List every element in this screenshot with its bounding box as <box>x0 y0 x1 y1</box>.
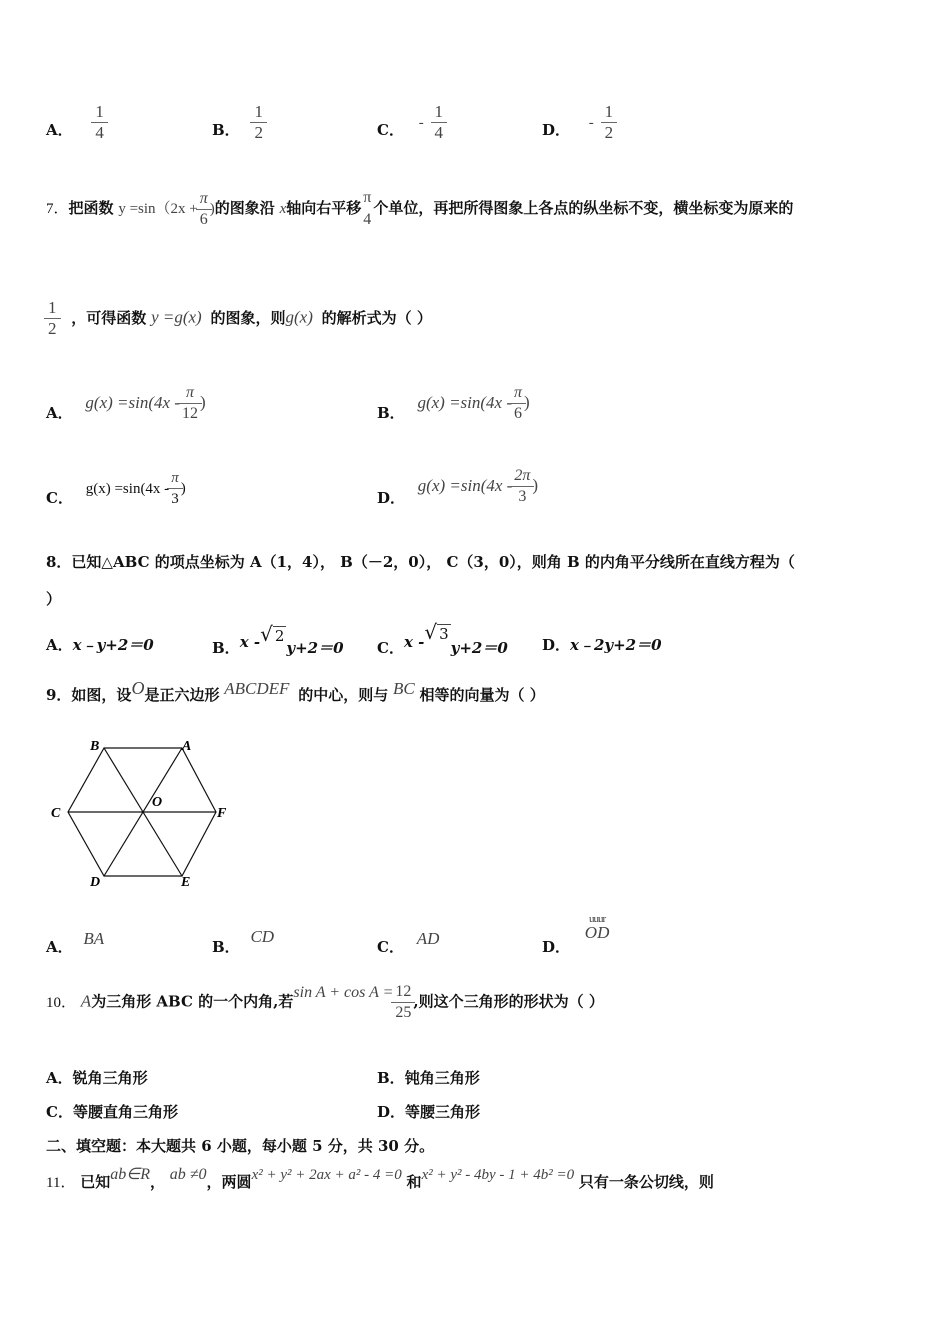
option-text: 钝角三角形 <box>404 1069 480 1087</box>
fraction: $\frac{\pi}{6}$ <box>198 189 210 230</box>
q7-text-2: 的图象沿 <box>214 199 275 217</box>
q6-option-d <box>542 102 615 143</box>
question-number: 7． <box>46 201 69 217</box>
q6-option-c <box>377 102 445 143</box>
q7-stem-line2 <box>46 298 432 339</box>
q7-text-3: 轴向右平移 <box>286 199 362 217</box>
option-expr: g(x) =sin(4x - <box>417 475 513 495</box>
q7-stem-line1 <box>46 188 793 230</box>
q11-text-4: 只有一条公切线，则 <box>578 1173 714 1191</box>
axis-var: x <box>279 201 287 217</box>
q10-option-a <box>46 1067 148 1088</box>
hexagon-name: ABCDEF <box>224 679 290 698</box>
option-label: D． <box>377 1103 406 1121</box>
paren: ) <box>199 392 206 412</box>
circle-2-equation: x² + y² - 4by - 1 + 4b² =0 <box>421 1167 575 1183</box>
q8-option-d <box>542 634 662 655</box>
question-number: 11． <box>46 1175 76 1191</box>
q10-text-2: ,则这个三角形的形状为（ ） <box>413 992 604 1011</box>
fraction: $\frac{1}{4}$ <box>93 102 106 143</box>
option-text: 等腰三角形 <box>405 1103 481 1121</box>
paren: ) <box>209 201 215 217</box>
option-text: 锐角三角形 <box>72 1069 148 1087</box>
vertex-label-o: O <box>152 795 163 810</box>
q8-option-c <box>377 620 508 657</box>
q9-option-d <box>542 913 610 956</box>
q9-option-a <box>46 928 105 956</box>
option-label: C． <box>46 1103 73 1121</box>
option-label: B． <box>212 120 240 139</box>
q7-function: y =sin（2x + <box>118 201 198 217</box>
option-label: A． <box>46 938 73 956</box>
option-label: B． <box>377 1069 405 1087</box>
vector-arrow: uuur <box>588 913 606 925</box>
q9-option-b <box>212 926 275 956</box>
radicand: 2 <box>274 627 285 645</box>
vertex-label-c: C <box>51 806 61 821</box>
option-label: D． <box>542 120 571 139</box>
option-label: A． <box>46 403 73 422</box>
fraction: $\frac{12}{25}$ <box>393 982 413 1023</box>
paren: ) <box>532 475 539 495</box>
fraction: $\frac{\pi}{3}$ <box>169 468 181 509</box>
vertex-label-a: A <box>182 739 192 754</box>
option-label: D． <box>377 488 406 507</box>
q10-option-d <box>377 1101 480 1122</box>
q9-text-3: 的中心，则与 <box>298 686 389 704</box>
option-vector: AD <box>416 929 440 948</box>
option-label: B． <box>377 403 405 422</box>
angle-var: A <box>80 991 92 1011</box>
option-label: C． <box>46 488 73 507</box>
q9-text-2: 是正六边形 <box>144 686 220 704</box>
fraction: π 4 <box>363 189 372 228</box>
q10-text-1: 为三角形 ABC 的一个内角,若 <box>91 992 294 1011</box>
center-var: O <box>131 678 145 698</box>
option-label: A． <box>46 636 73 654</box>
option-text: 等腰直角三角形 <box>72 1103 178 1121</box>
q9-option-c <box>377 928 440 956</box>
q11-text-3: 和 <box>406 1173 422 1191</box>
option-vector: BA <box>83 929 105 948</box>
q7-option-a <box>46 383 206 424</box>
option-post: y+2＝0 <box>286 639 344 657</box>
option-vector: CD <box>250 927 275 946</box>
fraction: $\frac{1}{4}$ <box>433 102 446 143</box>
option-expr: g(x) =sin(4x - <box>85 480 170 497</box>
q8-stem-line2: ） <box>46 590 62 608</box>
option-vector: OD <box>584 923 610 942</box>
condition-1: ab∈R <box>110 1166 150 1183</box>
q7-text-1: 把函数 <box>68 199 114 217</box>
option-post: y+2＝0 <box>450 639 508 657</box>
paren: ) <box>524 392 530 412</box>
condition-2: ab ≠0 <box>169 1166 207 1183</box>
q11-text-1: 已知 <box>80 1173 111 1191</box>
option-expr: g(x) =sin(4x - <box>417 392 513 412</box>
hexagon-figure <box>40 732 240 892</box>
option-text: x﹣y+2＝0 <box>72 636 154 654</box>
fraction: $\frac{1}{2}$ <box>252 102 265 143</box>
q9-text-4: 相等的向量为（ ） <box>419 686 545 704</box>
option-pre: x - <box>403 633 425 651</box>
q7-text-7: 的解析式为（ ） <box>321 308 432 327</box>
g-function: y =g(x) <box>151 307 202 327</box>
q10-stem <box>46 982 604 1023</box>
option-label: B． <box>212 938 240 956</box>
minus-sign: - <box>588 114 594 131</box>
q6-option-b <box>212 102 265 143</box>
vector-od <box>585 914 610 942</box>
q9-stem <box>46 678 545 705</box>
fraction: $\frac{1}{2}$ <box>603 102 616 143</box>
vertex-label-d: D <box>90 875 101 890</box>
option-label: D． <box>542 636 571 654</box>
option-label: A． <box>46 120 73 139</box>
q7-option-b <box>377 383 530 424</box>
fraction: $\frac{\pi}{12}$ <box>180 383 200 424</box>
circle-1-equation: x² + y² + 2ax + a² - 4 =0 <box>251 1167 402 1183</box>
q11-text-2: ，两圆 <box>206 1173 252 1191</box>
vector-bc: BC <box>392 679 415 698</box>
q7-text-5: ，可得函数 <box>71 308 147 327</box>
q9-text-1: 9．如图，设 <box>46 686 132 704</box>
section-heading: 二、填空题：本大题共 6 小题，每小题 5 分，共 30 分。 <box>46 1137 435 1155</box>
q8-option-b <box>212 622 344 657</box>
q6-option-a <box>46 102 106 143</box>
q8-option-a <box>46 634 154 655</box>
option-pre: x - <box>239 633 261 651</box>
vertex-label-b: B <box>90 739 100 754</box>
vertex-label-f: F <box>217 806 227 821</box>
sqrt-sign: √ <box>424 620 438 644</box>
radicand: 3 <box>439 625 449 643</box>
g-expression: g(x) <box>285 307 313 327</box>
option-label: C． <box>377 938 404 956</box>
option-text: x﹣2y+2＝0 <box>570 636 662 654</box>
q7-text-4: 个单位，再把所得图象上各点的纵坐标不变，横坐标变为原来的 <box>373 199 794 217</box>
fraction: $\frac{1}{2}$ <box>46 298 59 339</box>
paren: ) <box>180 480 186 497</box>
equation-lhs: sin A + cos A = <box>293 983 394 1001</box>
option-expr: g(x) =sin(4x - <box>85 392 180 412</box>
vertex-label-e: E <box>181 875 191 890</box>
option-label: B． <box>212 639 240 657</box>
sqrt-sign: √ <box>260 622 273 646</box>
fraction: $\frac{2\pi}{3}$ <box>512 466 532 507</box>
q11-stem <box>46 1163 714 1191</box>
option-label: A． <box>46 1069 73 1087</box>
fraction: $\frac{\pi}{6}$ <box>512 383 524 424</box>
minus-sign: - <box>418 114 424 131</box>
q7-option-c <box>46 468 186 509</box>
comma: ， <box>149 1173 165 1191</box>
question-number: 10． <box>46 994 77 1011</box>
option-label: C． <box>377 639 404 657</box>
q10-option-b <box>377 1067 480 1088</box>
option-label: C． <box>377 120 404 139</box>
q8-stem-line1: 8．已知△ABC 的项点坐标为 A（1，4）， B（－2，0）， C（3，0），则角 B 的内角平分线所在直线方程为（ <box>46 553 795 571</box>
q7-text-6: 的图象，则 <box>210 308 286 327</box>
option-label: D． <box>542 938 571 956</box>
q7-option-d <box>377 466 538 507</box>
q10-option-c <box>46 1101 178 1122</box>
